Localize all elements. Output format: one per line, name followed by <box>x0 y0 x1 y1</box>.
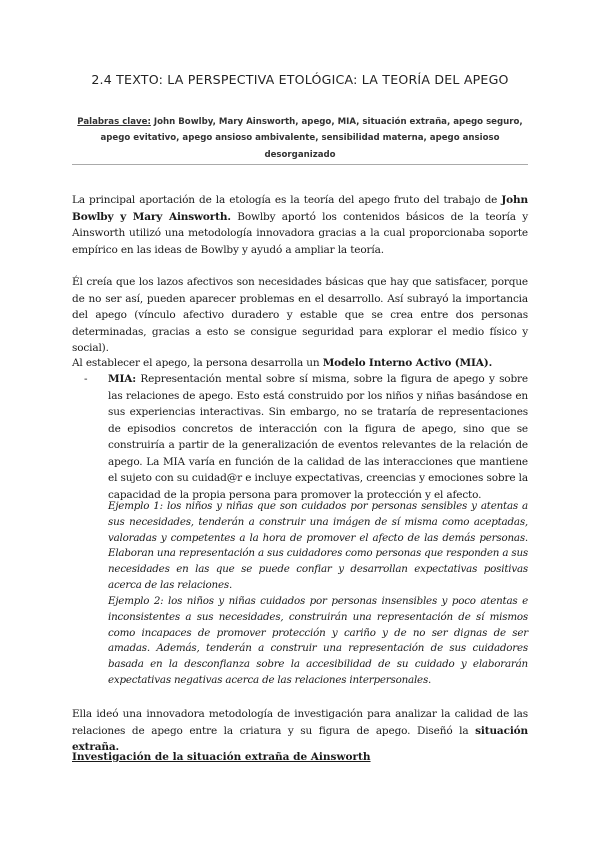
paragraph-intro-text-c: Bowlby aportó los contenidos básicos de la teoría y Ainsworth utilizó una metodología innovadora gracias a la cual proporcionaba soporte empírico en las ideas de Bowlby y ayudó a ampliar la teoría. <box>72 210 528 256</box>
authors-bold: John Bowlby y Mary Ainsworth. <box>72 194 528 223</box>
list-item-mia <box>84 371 528 503</box>
keywords-text: John Bowlby, Mary Ainsworth, apego, MIA, situación extraña, apego seguro, apego evitativo, apego ansioso ambivalente, sensibilidad materna, apego ansioso desorganizado <box>100 117 523 160</box>
section-heading: Investigación de la situación extraña de Ainsworth <box>72 751 371 763</box>
page-title: 2.4 TEXTO: LA PERSPECTIVA ETOLÓGICA: LA TEORÍA DEL APEGO <box>91 72 509 87</box>
bullet-body: Representación mental sobre sí misma, sobre la figura de apego y sobre las relaciones de apego. Esto está construido por los niños y niñas basándose en sus experiencias interactivas. Sin embargo, no se trataría de representaciones de episodios concretos de interacción con la figura de apego, sino que se construiría a partir de la generalización de eventos relevantes de la relación de apego. La MIA varía en función de la calidad de las interacciones que mantiene el sujeto con su cuidad@r e incluye expectativas, creencias y emociones sobre la capacidad de la propia persona para promover la protección y el afecto. <box>108 373 528 501</box>
bullet-text <box>108 371 528 503</box>
divider <box>72 164 528 165</box>
paragraph-mia-text: Al establecer el apego, la persona desarrolla un <box>72 357 323 369</box>
paragraph-method-text: Ella ideó una innovadora metodología de investigación para analizar la calidad de las relaciones de apego entre la criatura y su figura de apego. Diseñó la <box>72 708 528 737</box>
example-1: Ejemplo 1: los niños y niñas que son cuidados por personas sensibles y atentas a sus necesidades, tenderán a construir una imágen de sí misma como aceptadas, valoradas y competentes a la hora de promover el afecto de las demás personas. Elaboran una representación a sus cuidadores como personas que responden a sus necesidades en las que se puede confiar y desarrollan expectativas positivas acerca de las relaciones. <box>108 500 528 591</box>
keywords-label: Palabras clave: <box>77 117 151 127</box>
mia-bold: Modelo Interno Activo (MIA). <box>322 357 493 369</box>
bullet-dash: - <box>84 373 88 385</box>
paragraph-method <box>72 706 528 756</box>
keywords-block <box>76 114 524 163</box>
situation-bold: situación extraña. <box>72 724 528 753</box>
paragraph-intro <box>72 192 528 258</box>
example-2: Ejemplo 2: los niños y niñas cuidados por personas insensibles y poco atentas e inconsistentes a sus necesidades, construirán una representación de sí mismos como incapaces de promover protección y cariño y de no ser dignas de ser amadas. Además, tenderán a construir una representación de sus cuidadores basada en la desconfianza sobre la accesibilidad de su cuidado y elaborarán expectativas negativas acerca de las relaciones interpersonales. <box>108 595 528 686</box>
paragraph-mia-intro <box>72 355 528 372</box>
paragraph-bonds: Él creía que los lazos afectivos son necesidades básicas que hay que satisfacer, porque de no ser así, pueden aparecer problemas en el desarrollo. Así subrayó la importancia del apego (vínculo afectivo duradero y estable que se crea entre dos personas determinadas, gracias a esto se consigue seguridad para explorar el medio físico y social). <box>72 276 528 354</box>
bullet-label: MIA: <box>108 373 136 385</box>
paragraph-intro-text-a: La principal aportación de la etología es la teoría del apego fruto del trabajo de <box>72 194 502 206</box>
